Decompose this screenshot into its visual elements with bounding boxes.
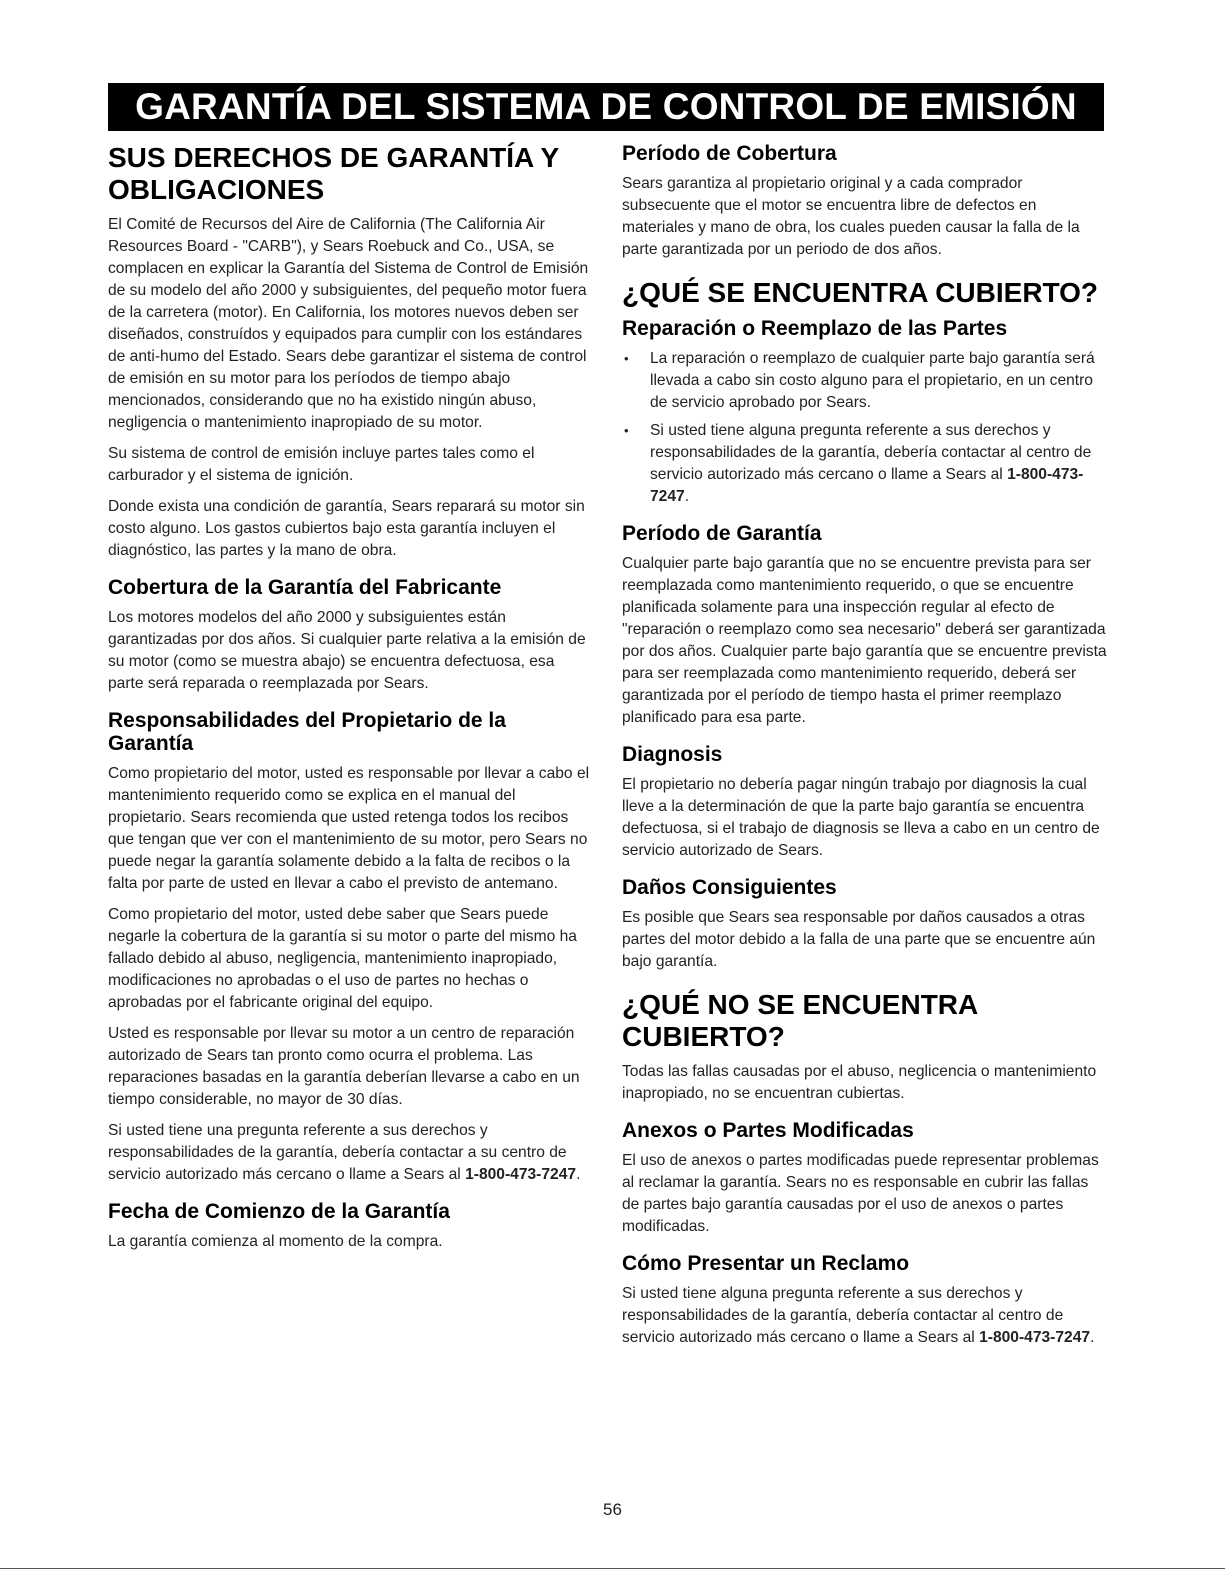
bullet-icon: • xyxy=(624,423,629,438)
claim-paragraph xyxy=(622,1283,1108,1349)
bullet-text-1: La reparación o reemplazo de cualquier parte bajo garantía será llevada a cabo sin costo alguno para el propietario, en un centro de servicio aprobado por Sears. xyxy=(650,350,1095,411)
sears-phone-number: 1-800-473-7247 xyxy=(650,466,1084,505)
repair-replacement-heading: Reparación o Reemplazo de las Partes xyxy=(622,317,1008,340)
diagnosis-paragraph: El propietario no debería pagar ningún trabajo por diagnosis la cual lleve a la determinación de que la parte bajo garantía se encuentra defectuosa, si el trabajo de diagnosis se lleva a cabo en un centro de servicio autorizado de Sears. xyxy=(622,776,1100,859)
repair-bullet-list xyxy=(622,348,1108,508)
start-date-paragraph: La garantía comienza al momento de la compra. xyxy=(108,1233,443,1250)
owner-paragraph-4 xyxy=(108,1120,594,1186)
owner-paragraph-4-text: Si usted tiene una pregunta referente a sus derechos y responsabilidades de la garantía, debería contactar a su centro de servicio autorizado más cercano o llame a Sears al xyxy=(108,1122,567,1183)
not-covered-heading: ¿QUÉ NO SE ENCUENTRA CUBIERTO? xyxy=(622,989,978,1052)
list-item xyxy=(622,420,1108,508)
sears-phone-number: 1-800-473-7247 xyxy=(465,1166,577,1183)
coverage-period-heading: Período de Cobertura xyxy=(622,142,837,165)
page-banner-title: GARANTÍA DEL SISTEMA DE CONTROL DE EMISIÓN xyxy=(108,83,1104,131)
warranty-period-paragraph: Cualquier parte bajo garantía que no se encuentre prevista para ser reemplazada como mantenimiento requerido, o que se encuentre planificada solamente para una inspección regular al efecto de "reparación o reemplazo como sea necesario" deberá ser garantizada por dos años. Cualquier parte bajo garantía que se encuentre prevista para ser reemplazada como mantenimiento requerido, deberá ser garantizada por el período de tiempo hasta el primer reemplazo planificado para esa parte. xyxy=(622,555,1107,726)
owner-responsibilities-heading: Responsabilidades del Propietario de la Garantía xyxy=(108,709,506,755)
start-date-heading: Fecha de Comienzo de la Garantía xyxy=(108,1200,450,1223)
bottom-divider xyxy=(0,1568,1225,1569)
bullet-icon: • xyxy=(624,351,629,366)
bullet-text-2-end: . xyxy=(684,488,690,505)
bullet-text-2: Si usted tiene alguna pregunta referente a sus derechos y responsabilidades de la garantía, debería contactar al centro de servicio autorizado más cercano o llame a Sears al xyxy=(650,422,1092,483)
owner-paragraph-3: Usted es responsable por llevar su motor a un centro de reparación autorizado de Sears tan pronto como ocurra el problema. Las reparaciones basadas en la garantía deberían llevarse a cabo en un tiempo considerable, no mayor de 30 días. xyxy=(108,1025,580,1108)
owner-paragraph-4-end: . xyxy=(576,1166,581,1183)
rights-heading: SUS DERECHOS DE GARANTÍA Y OBLIGACIONES xyxy=(108,142,559,205)
claim-text: Si usted tiene alguna pregunta referente a sus derechos y responsabilidades de la garantía, debería contactar al centro de servicio autorizado más cercano o llame a Sears al xyxy=(622,1285,1064,1346)
list-item xyxy=(622,348,1108,414)
owner-paragraph-1: Como propietario del motor, usted es responsable por llevar a cabo el mantenimiento requerido como se explica en el manual del propietario. Sears recomienda que usted retenga todos los recibos que tengan que ver con el mantenimiento de su motor, pero Sears no puede negar la garantía solamente debido a la falta de recibos o la falta por parte de usted en llevar a cabo el previsto de antemano. xyxy=(108,765,590,892)
rights-paragraph-3: Donde exista una condición de garantía, Sears reparará su motor sin costo alguno. Los gastos cubiertos bajo esta garantía incluyen el diagnóstico, las partes y la mano de obra. xyxy=(108,498,585,559)
not-covered-paragraph: Todas las fallas causadas por el abuso, neglicencia o mantenimiento inapropiado, no se encuentran cubiertas. xyxy=(622,1063,1097,1102)
manufacturer-coverage-heading: Cobertura de la Garantía del Fabricante xyxy=(108,576,502,599)
modified-parts-paragraph: El uso de anexos o partes modificadas puede representar problemas al reclamar la garantía. Sears no es responsable en cubrir las fallas de partes bajo garantía causadas por el uso de anexos o partes modificadas. xyxy=(622,1152,1099,1235)
coverage-period-paragraph: Sears garantiza al propietario original y a cada comprador subsecuente que el motor se encuentra libre de defectos en materiales y mano de obra, los cuales pueden causar la falla de la parte garantizada por un periodo de dos años. xyxy=(622,175,1080,258)
page-number: 56 xyxy=(603,1500,622,1519)
modified-parts-heading: Anexos o Partes Modificadas xyxy=(622,1119,914,1142)
manufacturer-coverage-paragraph: Los motores modelos del año 2000 y subsiguientes están garantizadas por dos años. Si cualquier parte relativa a la emisión de su motor (como se muestra abajo) se encuentra defectuosa, esa parte será reparada o reemplazada por Sears. xyxy=(108,609,586,692)
right-column xyxy=(622,142,1108,1358)
claim-heading: Cómo Presentar un Reclamo xyxy=(622,1252,910,1275)
rights-paragraph-1: El Comité de Recursos del Aire de California (The California Air Resources Board - "CARB"), y Sears Roebuck and Co., USA, se complacen en explicar la Garantía del Sistema de Control de Emisión de su modelo del año 2000 y subsiguientes, del pequeño motor fuera de la carretera (motor). En California, los motores nuevos deben ser diseñados, construídos y equipados para cumplir con los estándares de anti-humo del Estado. Sears debe garantizar el sistema de control de emisión en su motor para los períodos de tiempo abajo mencionados, considerando que no ha existido ningún abuso, negligencia o mantenimiento inapropiado de su motor. xyxy=(108,216,589,431)
consequential-damages-heading: Daños Consiguientes xyxy=(622,876,837,899)
claim-text-end: . xyxy=(1090,1329,1095,1346)
consequential-damages-paragraph: Es posible que Sears sea responsable por daños causados a otras partes del motor debido a la falla de una parte que se encuentre aún bajo garantía. xyxy=(622,909,1096,970)
sears-phone-number: 1-800-473-7247 xyxy=(979,1329,1091,1346)
warranty-period-heading: Período de Garantía xyxy=(622,522,822,545)
owner-paragraph-2: Como propietario del motor, usted debe saber que Sears puede negarle la cobertura de la garantía si su motor o parte del mismo ha fallado debido al abuso, negligencia, mantenimiento inapropiado, modificaciones no aprobadas o el uso de partes no hechas o aprobadas por el fabricante original del equipo. xyxy=(108,906,577,1011)
covered-heading: ¿QUÉ SE ENCUENTRA CUBIERTO? xyxy=(622,277,1099,308)
left-column xyxy=(108,142,594,1262)
diagnosis-heading: Diagnosis xyxy=(622,743,723,766)
rights-paragraph-2: Su sistema de control de emisión incluye partes tales como el carburador y el sistema de ignición. xyxy=(108,445,535,484)
